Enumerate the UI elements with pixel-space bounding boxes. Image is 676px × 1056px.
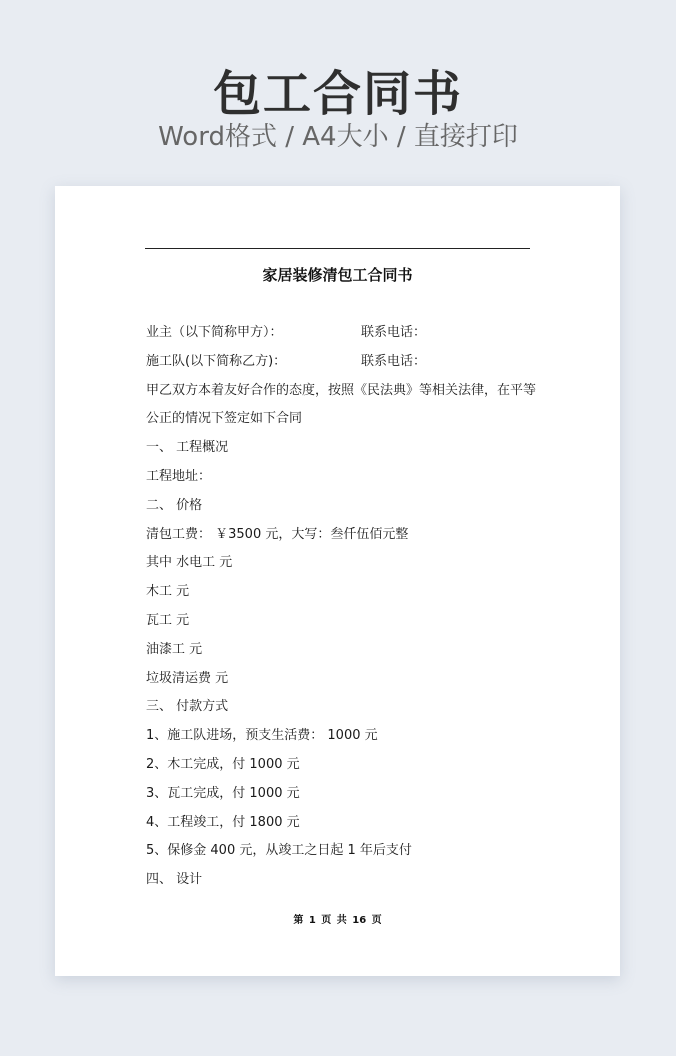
document-body	[146, 322, 546, 898]
body-line: 油漆工 元	[146, 641, 203, 657]
body-line: 1、施工队进场，预支生活费： 1000 元	[146, 728, 378, 744]
document-title: 家居装修清包工合同书	[262, 266, 413, 284]
party-b-line	[146, 351, 546, 380]
body-line: 瓦工 元	[146, 612, 190, 628]
header-rule	[145, 248, 530, 249]
body-line: 2、木工完成，付 1000 元	[146, 756, 300, 772]
body-line: 3、瓦工完成，付 1000 元	[146, 785, 300, 801]
body-line: 工程地址：	[146, 468, 212, 484]
body-line: 4、工程竣工，付 1800 元	[146, 814, 300, 830]
body-line: 木工 元	[146, 584, 190, 600]
banner-title: 包工合同书	[212, 66, 463, 122]
body-line: 甲乙双方本着友好合作的态度，按照《民法典》等相关法律，在平等	[146, 382, 537, 398]
section-heading: 一、 工程概况	[146, 440, 229, 456]
section-heading: 二、 价格	[146, 497, 203, 513]
body-line: 其中 水电工 元	[146, 555, 233, 571]
body-line: 5、保修金 400 元，从竣工之日起 1 年后支付	[146, 843, 412, 859]
banner-subtitle: Word格式 / A4大小 / 直接打印	[158, 122, 518, 152]
document-page	[55, 186, 620, 976]
body-line: 清包工费： ￥3500 元，大写：叁仟伍佰元整	[146, 526, 409, 542]
section-heading: 三、 付款方式	[146, 699, 229, 715]
party-a-phone-label: 联系电话：	[361, 325, 427, 340]
party-a-line	[146, 322, 546, 351]
body-line: 公正的情况下签定如下合同	[146, 411, 303, 427]
party-a-label: 业主（以下简称甲方）：	[146, 325, 283, 340]
page-footer: 第 1 页 共 16 页	[293, 915, 382, 926]
party-b-phone-label: 联系电话：	[361, 353, 427, 369]
body-line: 垃圾清运费 元	[146, 670, 229, 686]
party-b-label: 施工队(以下简称乙方)：	[146, 353, 287, 369]
section-heading: 四、 设计	[146, 872, 203, 888]
